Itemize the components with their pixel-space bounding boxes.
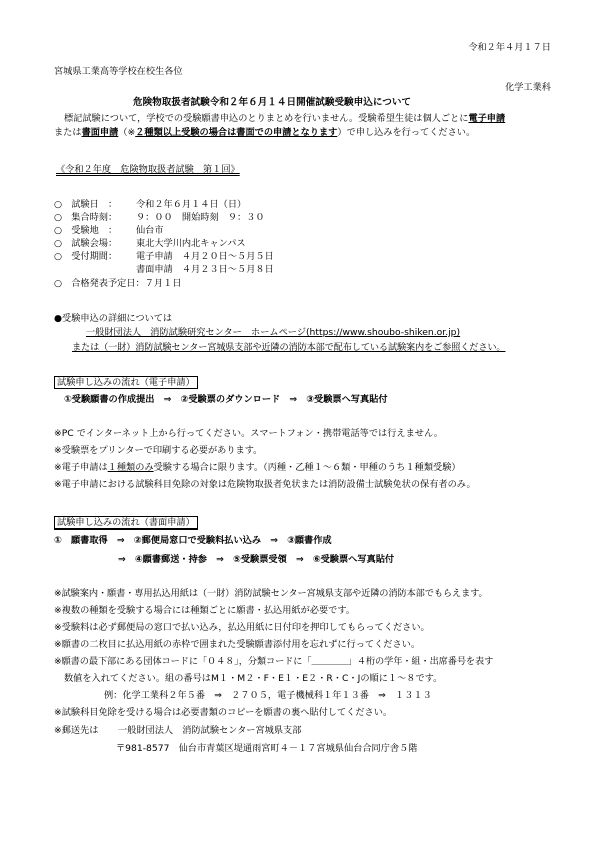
sender: 化学工業科 bbox=[505, 82, 551, 93]
paper-note: ※試験案内・願書・専用払込用紙は（一財）消防試験センター宮城県支部や近隣の消防本部でもらえます。 bbox=[54, 588, 488, 599]
paper-note: ※試験科目免除を受ける場合は必要書類のコピーを願書の裏へ貼付してください。 bbox=[54, 707, 393, 718]
intro-line-1: 標記試験について，学校での受験願書申込のとりまとめを行いません。受験希望生徒は個人ごとに電子申請 bbox=[64, 113, 506, 124]
mailing-org: 一般財団法人 消防試験センター宮城県支部 bbox=[118, 725, 302, 736]
exam-info-row: ○ 合格発表予定日：７月１日 bbox=[54, 278, 182, 289]
electronic-note: ※受験票をプリンターで印刷する必要があります。 bbox=[54, 445, 263, 456]
exam-info-row: ○ 試験会場： 東北大学川内北キャンパス bbox=[54, 238, 246, 249]
paper-note: ※願書の二枚目に払込用紙の赤枠で囲まれた受験願書添付用を忘れずに行ってください。 bbox=[54, 639, 421, 650]
flow-paper-steps-1: ① 願書取得 ⇒ ②郵便局窓口で受験料払い込み ⇒ ③願書作成 bbox=[54, 535, 332, 546]
document-title: 危険物取扱者試験令和２年６月１４日開催試験受験申込について bbox=[133, 97, 412, 108]
exam-heading: 《令和２年度 危険物取扱者試験 第１回》 bbox=[56, 164, 240, 175]
exam-info-row: ○ 集合時刻： ９：００ 開始時刻 ９：３０ bbox=[54, 212, 265, 223]
flow-paper-steps-2: ⇒ ④願書郵送・持参 ⇒ ⑤受験票受領 ⇒ ⑥受験票へ写真貼付 bbox=[118, 554, 395, 565]
shoubo-shiken-link[interactable]: https://www.shoubo-shiken.or.jp bbox=[309, 327, 457, 338]
document-page: 令和２年４月１７日 宮城県工業高等学校在校生各位 化学工業科 危険物取扱者試験令和２年６月１４日開催試験受験申込について 標記試験について，学校での受験願書申込のとりまとめを行いません。受験希望生徒は個人ごとに電子申請 または書面申請（※２種類以上受験の場合は書面での申請となります）で申し込みを行ってください。 《令和２年度 危険物取扱者試験 第１回》 ○ 試験日 ： 令和２年６月１４日（日） ○ 集合時刻： ９：００ 開始時刻 ９：３０ ○ 受験地 ： 仙台市 ○ 試験会場： 東北大学川内北キャンパス ○ 受付期間： 電子申請 ４月２０日～５月５日 書面申請 ４月２３日～５月８日 ○ 合格発表予定日：７月１日 ●受験申込の詳細については 一般財団法人 消防試験研究センター ホームページ(https://www.shoubo-shiken.or.jp) または（一財）消防試験センター宮城県支部や近隣の消防本部で配布している試験案内をご参照ください。 試験申し込みの流れ（電子申請） ①受験願書の作成提出 ⇒ ②受験票のダウンロード ⇒ ③受験票へ写真貼付 ※PC でインターネット上から行ってください。スマートフォン・携帯電話等では行えません。 ※受験票をプリンターで印刷する必要があります。 ※電子申請は１種類のみ受験する場合に限ります。（丙種・乙種１～６類・甲種のうち１種類受験） ※電子申請における試験科目免除の対象は危険物取扱者免状または消防設備士試験免状の保有者のみ。 試験申し込みの流れ（書面申請） ① 願書取得 ⇒ ②郵便局窓口で受験料払い込み ⇒ ③願書作成 ⇒ ④願書郵送・持参 ⇒ ⑤受験票受領 ⇒ ⑥受験票へ写真貼付 ※試験案内・願書・専用払込用紙は（一財）消防試験センター宮城県支部や近隣の消防本部でもらえます。 ※複数の種類を受験する場合には種類ごとに願書・払込用紙が必要です。 ※受験料は必ず郵便局の窓口で払い込み，払込用紙に日付印を押印してもらってください。 ※願書の二枚目に払込用紙の赤枠で囲まれた受験願書添付用を忘れずに行ってください。 ※願書の最下部にある団体コードに「０４８」，分類コードに「＿＿＿＿」４桁の学年・組・出席番号を表す 数値を入れてください。組の番号はM１・M２・F・E１・E２・R・C・Jの順に１～８です。 例：化学工業科２年５番 ⇒ ２７０５，電子機械科１年１３番 ⇒ １３１３ ※試験科目免除を受ける場合は必要書類のコピーを願書の裏へ貼付してください。 ※郵送先は 一般財団法人 消防試験センター宮城県支部 〒981-8577 仙台市青葉区堤通雨宮町４－１７宮城県仙台合同庁舎５階 bbox=[54, 42, 551, 754]
paper-note-continued: 数値を入れてください。組の番号はM１・M２・F・E１・E２・R・C・Jの順に１～８です。 bbox=[64, 673, 443, 684]
electronic-note: ※電子申請における試験科目免除の対象は危険物取扱者免状または消防設備士試験免状の保有者のみ。 bbox=[54, 479, 476, 490]
mailing-label: ※郵送先は bbox=[54, 725, 99, 736]
paper-note: ※願書の最下部にある団体コードに「０４８」，分類コードに「＿＿＿＿」４桁の学年・組・出席番号を表す bbox=[54, 656, 494, 667]
exam-info-row: ○ 受付期間： 電子申請 ４月２０日～５月５日 bbox=[54, 251, 274, 262]
paper-note: ※複数の種類を受験する場合には種類ごとに願書・払込用紙が必要です。 bbox=[54, 605, 355, 616]
document-date: 令和２年４月１７日 bbox=[468, 42, 551, 53]
flow-paper-heading: 試験申し込みの流れ（書面申請） bbox=[54, 517, 198, 529]
exam-info-row: ○ 受験地 ： 仙台市 bbox=[54, 225, 164, 236]
intro-line-2: または書面申請（※２種類以上受験の場合は書面での申請となります）で申し込みを行ってください。 bbox=[54, 127, 476, 138]
exam-info-row: ○ 試験日 ： 令和２年６月１４日（日） bbox=[54, 199, 247, 210]
details-or-line: または（一財）消防試験センター宮城県支部や近隣の消防本部で配布している試験案内をご参照ください。 bbox=[72, 342, 506, 353]
paper-note: ※受験料は必ず郵便局の窓口で払い込み，払込用紙に日付印を押印してもらってください。 bbox=[54, 622, 430, 633]
flow-electronic-heading: 試験申し込みの流れ（電子申請） bbox=[54, 377, 198, 389]
details-heading: ●受験申込の詳細については bbox=[54, 313, 173, 324]
paper-note-example: 例：化学工業科２年５番 ⇒ ２７０５，電子機械科１年１３番 ⇒ １３１３ bbox=[104, 690, 432, 701]
flow-electronic-steps: ①受験願書の作成提出 ⇒ ②受験票のダウンロード ⇒ ③受験票へ写真貼付 bbox=[64, 394, 388, 405]
mailing-address: 〒981-8577 仙台市青葉区堤通雨宮町４－１７宮城県仙台合同庁舎５階 bbox=[116, 743, 418, 754]
electronic-note: ※PC でインターネット上から行ってください。スマートフォン・携帯電話等では行えません。 bbox=[54, 428, 443, 439]
details-org-line: 一般財団法人 消防試験研究センター ホームページ(https://www.shoubo-shiken.or.jp) bbox=[86, 327, 461, 338]
addressee: 宮城県工業高等学校在校生各位 bbox=[54, 66, 183, 77]
electronic-note: ※電子申請は１種類のみ受験する場合に限ります。（丙種・乙種１～６類・甲種のうち１種類受験） bbox=[54, 462, 461, 473]
